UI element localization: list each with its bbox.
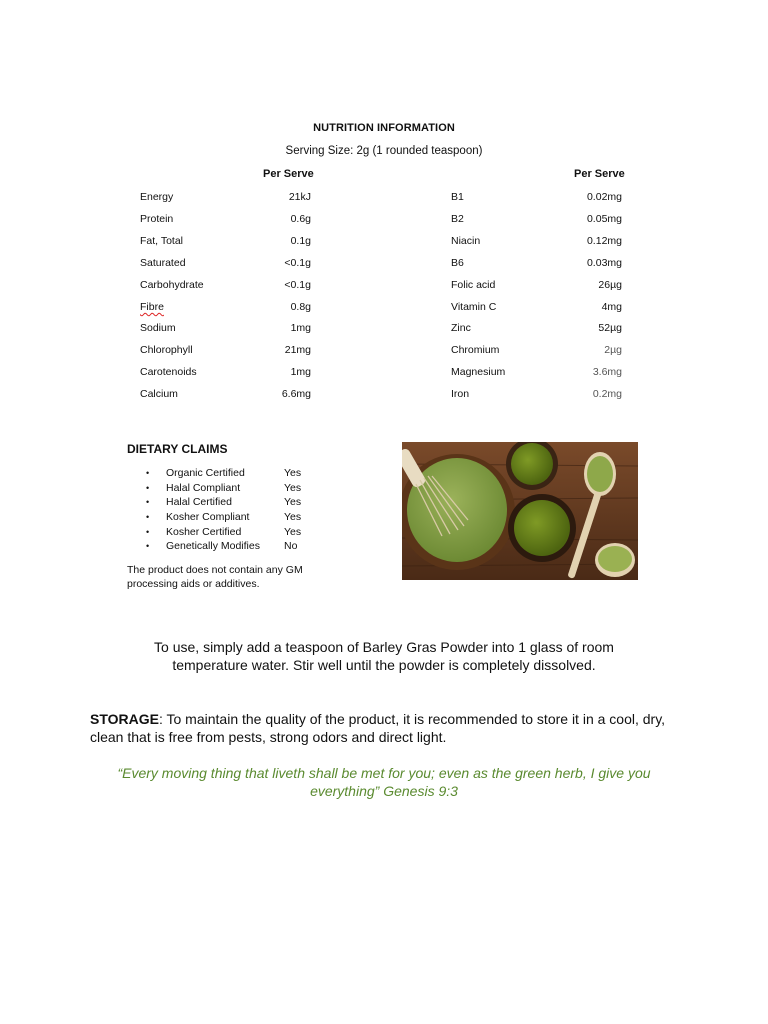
claim-name: Kosher Compliant — [166, 511, 250, 524]
claim-value: Yes — [284, 511, 302, 524]
nutrient-name: Sodium — [140, 322, 176, 334]
nutrient-name: Carotenoids — [140, 366, 197, 378]
nutrient-name: Energy — [140, 191, 174, 203]
per-serve-header-right: Per Serve — [574, 168, 625, 180]
nutrient-value: 21mg — [284, 344, 311, 356]
nutrition-title: NUTRITION INFORMATION — [313, 122, 455, 134]
nutrient-value: 26µg — [598, 279, 622, 291]
nutrient-name: Chromium — [451, 344, 500, 356]
nutrient-name — [140, 301, 164, 313]
list-item — [127, 524, 327, 539]
nutrient-value: 21kJ — [288, 191, 311, 203]
claim-value: No — [284, 540, 298, 553]
scripture-quote: “Every moving thing that liveth shall be met for you; even as the green herb, I give you everything” Genesis 9:3 — [117, 765, 651, 799]
storage-text: : To maintain the quality of the product, it is recommended to store it in a cool, dry, clean that is free from pests, strong odors and direct light. — [90, 711, 666, 745]
barley-powder-illustration — [402, 442, 638, 580]
nutrient-name: Saturated — [140, 257, 186, 269]
claim-value: Yes — [284, 525, 302, 538]
nutrient-value: <0.1g — [284, 257, 311, 269]
claim-name: Kosher Certified — [166, 525, 242, 538]
nutrient-value: 0.05mg — [586, 213, 622, 225]
claim-name: Organic Certified — [166, 467, 245, 480]
nutrient-name: Chlorophyll — [140, 344, 193, 356]
nutrient-value: 0.8g — [290, 301, 311, 313]
nutrient-value: 4mg — [601, 301, 622, 313]
nutrient-name: B2 — [451, 213, 464, 225]
bullet-icon: • — [146, 468, 150, 479]
nutrient-value: 0.12mg — [586, 235, 622, 247]
nutrient-name: Folic acid — [451, 279, 496, 291]
list-item — [127, 495, 327, 510]
list-item — [127, 510, 327, 525]
nutrient-name: B6 — [451, 257, 464, 269]
claim-name: Halal Certified — [166, 496, 232, 509]
spellcheck-underline: Fibre — [140, 301, 164, 313]
bullet-icon: • — [146, 482, 150, 493]
per-serve-header-left: Per Serve — [263, 168, 314, 180]
nutrient-value: 52µg — [598, 322, 622, 334]
storage-label: STORAGE — [90, 711, 159, 727]
usage-instructions: To use, simply add a teaspoon of Barley Gras Powder into 1 glass of room temperature water. Stir well until the powder is completely dissolved. — [154, 639, 614, 673]
nutrient-value: <0.1g — [284, 279, 311, 291]
nutrient-value: 2µg — [604, 344, 622, 356]
bullet-icon: • — [146, 541, 150, 552]
bullet-icon: • — [146, 512, 150, 523]
bullet-icon: • — [146, 497, 150, 508]
nutrient-value: 6.6mg — [281, 388, 311, 400]
nutrient-value: 3.6mg — [592, 366, 622, 378]
list-item — [127, 481, 327, 496]
nutrient-value: 0.1g — [290, 235, 311, 247]
serving-size: Serving Size: 2g (1 rounded teaspoon) — [285, 145, 483, 157]
nutrient-value: 0.6g — [290, 213, 311, 225]
nutrient-value: 0.03mg — [586, 257, 622, 269]
nutrient-name: Vitamin C — [451, 301, 497, 313]
list-item — [127, 466, 327, 481]
claim-name: Halal Compliant — [166, 481, 241, 494]
nutrient-name: Magnesium — [451, 366, 506, 378]
claim-value: Yes — [284, 496, 302, 509]
nutrient-name: B1 — [451, 191, 464, 203]
nutrient-name: Fat, Total — [140, 235, 183, 247]
claim-value: Yes — [284, 481, 302, 494]
gm-note: The product does not contain any GM processing aids or additives. — [127, 564, 303, 590]
nutrient-value: 1mg — [290, 366, 311, 378]
list-item — [127, 539, 327, 554]
nutrient-name: Niacin — [451, 235, 481, 247]
dietary-claims-list — [127, 466, 327, 554]
nutrient-name: Iron — [451, 388, 470, 400]
nutrient-name: Zinc — [451, 322, 471, 334]
barley-powder-photo — [402, 442, 638, 580]
nutrient-name: Calcium — [140, 388, 178, 400]
nutrient-name: Protein — [140, 213, 174, 225]
nutrient-value: 0.02mg — [586, 191, 622, 203]
bullet-icon: • — [146, 526, 150, 537]
storage-paragraph — [90, 710, 680, 746]
nutrient-name: Carbohydrate — [140, 279, 204, 291]
claim-name: Genetically Modifies — [166, 540, 260, 553]
claim-value: Yes — [284, 467, 302, 480]
nutrient-value: 1mg — [290, 322, 311, 334]
nutrient-value: 0.2mg — [592, 388, 622, 400]
dietary-claims-title: DIETARY CLAIMS — [127, 442, 228, 456]
